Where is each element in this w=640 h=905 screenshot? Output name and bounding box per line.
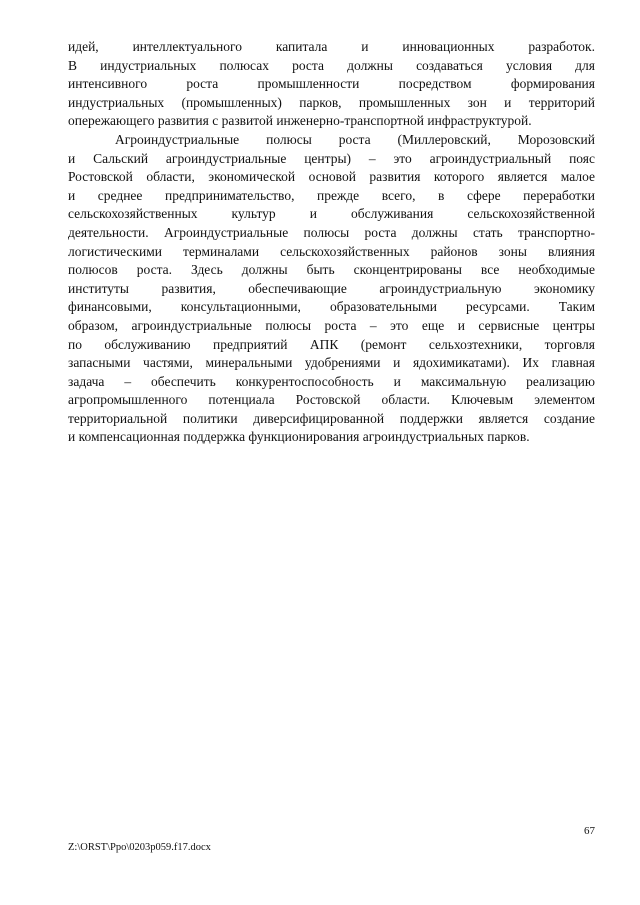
text-line: Ростовской области, экономической основой развития которого является малое [68,169,595,185]
paragraph-1 [68,38,595,131]
text-line: задача – обеспечить конкурентоспособность и максимальную реализацию [68,373,595,389]
text-line: образом, агроиндустриальные полюсы роста – это еще и сервисные центры [68,317,595,333]
text-line: и компенсационная поддержка функционирования агроиндустриальных парков. [68,429,530,445]
text-line: институты развития, обеспечивающие агроиндустриальную экономику [68,280,595,296]
text-line: территориальной политики диверсифицированной поддержки является создание [68,410,595,426]
body-text [68,38,595,447]
text-line: запасными частями, минеральными удобрениями и ядохимикатами). Их главная [68,355,595,371]
text-line: по обслуживанию предприятий АПК (ремонт сельхозтехники, торговля [68,336,595,352]
text-line: идей, интеллектуального капитала и инновационных разработок. [68,39,595,54]
page-number: 67 [584,825,595,837]
text-line: финансовыми, консультационными, образовательными ресурсами. Таким [68,299,595,315]
text-line: интенсивного роста промышленности посредством формирования [68,76,595,92]
text-line: индустриальных (промышленных) парков, промышленных зон и территорий [68,94,595,110]
text-line: полюсов роста. Здесь должны быть сконцентрированы все необходимые [68,262,595,278]
text-line: и среднее предпринимательство, прежде всего, в сфере переработки [68,187,595,203]
text-line: Агроиндустриальные полюсы роста (Миллеровский, Морозовский [115,131,595,147]
footer-file-path: Z:\ORST\Ppo\0203p059.f17.docx [68,842,211,853]
text-line: В индустриальных полюсах роста должны создаваться условия для [68,57,595,73]
text-line: деятельности. Агроиндустриальные полюсы роста должны стать транспортно- [68,224,595,240]
text-line: агропромышленного потенциала Ростовской области. Ключевым элементом [68,392,595,408]
text-line: опережающего развития с развитой инженерно-транспортной инфраструктурой. [68,113,532,129]
paragraph-2 [68,131,595,447]
text-line: и Сальский агроиндустриальные центры) – это агроиндустриальный пояс [68,150,595,166]
text-line: логистическими терминалами сельскохозяйственных районов зоны влияния [68,243,595,259]
text-line: сельскохозяйственных культур и обслуживания сельскохозяйственной [68,206,595,222]
